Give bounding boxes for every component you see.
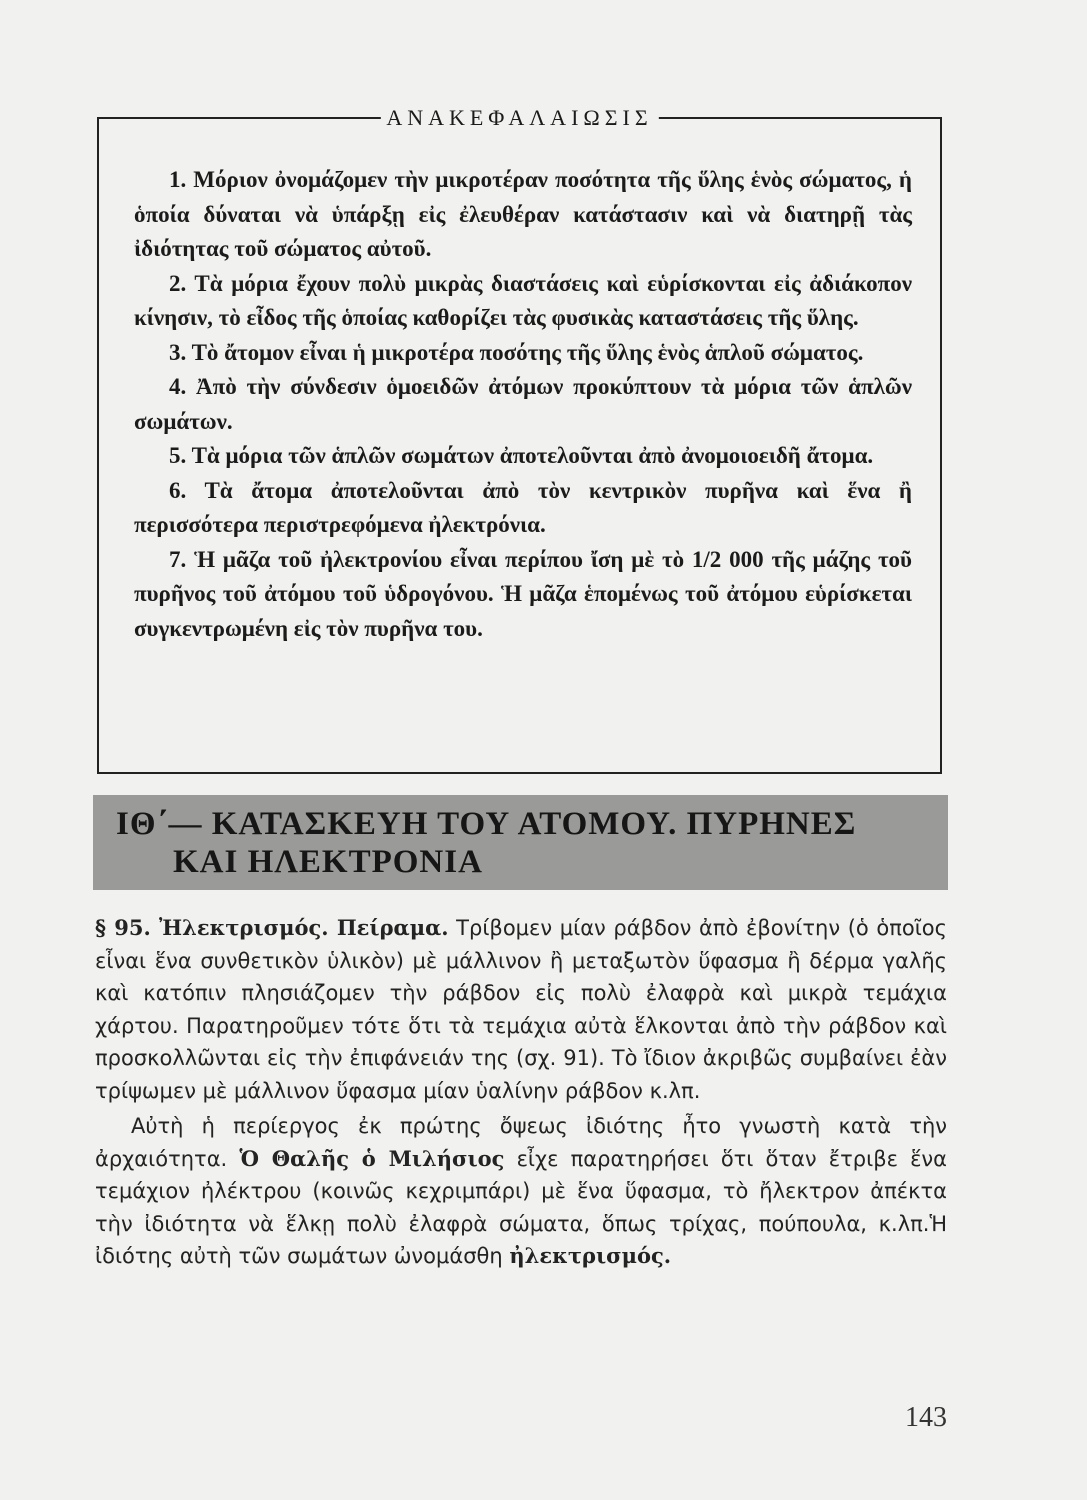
- summary-item: 7. Ἡ μᾶζα τοῦ ἠλεκτρονίου εἶναι περίπου ἴση μὲ τὸ 1/2 000 τῆς μάζης τοῦ πυρῆνος τοῦ ἀτόμου τοῦ ὑδρογόνου. Ἡ μᾶζα ἑπομένως τοῦ ἀτόμου εὑρίσκεται συγκεντρωμένη εἰς τὸν πυρῆνα του.: [134, 546, 912, 641]
- paragraph-text: Αὐτὴ ἡ περίεργος ἐκ πρώτης ὄψεως ἰδιότης ἦτο γνωστὴ κατὰ τὴν ἀρχαιότητα.: [95, 1114, 947, 1171]
- paragraph-text: Τρίβομεν μίαν ράβδον ἀπὸ ἐβονίτην (ὁ ὁποῖος εἶναι ἕνα συνθετικὸν ὑλικὸν) μὲ μάλλινον ἢ μεταξωτὸν ὕφασμα ἢ δέρμα γαλῆς καὶ κατόπιν πλησιάζομεν τὴν ράβδον εἰς πολὺ ἐλαφρὰ καὶ μικρὰ τεμάχια χάρτου. Παρατηροῦμεν τότε ὅτι τὰ τεμάχια αὐτὰ ἕλκονται ἀπὸ τὴν ράβδον καὶ προσκολλῶνται εἰς τὴν ἐπιφάνειάν της (σχ. 91). Τὸ ἴδιον ἀκριβῶς συμβαίνει ἐὰν τρίψωμεν μὲ μάλλινον ὕφασμα μίαν ὑαλίνην ράβδον κ.λπ.: [95, 916, 947, 1103]
- summary-item: 6. Τὰ ἄτομα ἀποτελοῦνται ἀπὸ τὸν κεντρικὸν πυρῆνα καὶ ἕνα ἢ περισσότερα περιστρεφόμενα ἠλεκτρόνια.: [134, 477, 912, 537]
- summary-box: [97, 105, 942, 774]
- summary-item: 2. Τὰ μόρια ἔχουν πολὺ μικρὰς διαστάσεις καὶ εὑρίσκονται εἰς ἀδιάκοπον κίνησιν, τὸ εἶδος τῆς ὁποίας καθορίζει τὰς φυσικὰς καταστάσεις τῆς ὕλης.: [134, 270, 912, 330]
- section-paragraph-2: [95, 1110, 947, 1273]
- person-name: Ὁ Θαλῆς ὁ Μιλήσιος: [239, 1145, 505, 1171]
- paragraph-text: εἶχε παρατηρήσει ὅτι ὅταν ἔτριβε ἕνα τεμάχιον ἠλέκτρου (κοινῶς κεχριμπάρι) μὲ ἕνα ὕφασμα, τὸ ἤλεκτρον ἀπέκτα τὴν ἰδιότητα νὰ ἕλκῃ πολὺ ἐλαφρὰ σώματα, ὅπως τρίχας, πούπουλα, κ.λπ.Ἡ ἰδιότης αὐτὴ τῶν σωμάτων ὠνομάσθη: [95, 1146, 948, 1268]
- page-number: 143: [905, 1402, 947, 1433]
- section-paragraph-1: [95, 912, 947, 1107]
- chapter-title-line-2: ΚΑΙ ΗΛΕΚΤΡΟΝΙΑ: [173, 844, 483, 880]
- section-heading: § 95. Ἠλεκτρισμός. Πείραμα.: [95, 915, 449, 940]
- section-body: [95, 912, 947, 1276]
- chapter-title-line-1: ΙΘ΄— ΚΑΤΑΣΚΕΥΗ ΤΟΥ ΑΤΟΜΟΥ. ΠΥΡΗΝΕΣ: [116, 806, 857, 842]
- summary-list: [134, 163, 912, 646]
- summary-item: 1. Μόριον ὀνομάζομεν τὴν μικροτέραν ποσότητα τῆς ὕλης ἑνὸς σώματος, ἡ ὁποία δύναται νὰ ὑπάρξῃ εἰς ἐλευθέραν κατάστασιν καὶ νὰ διατηρῇ τὰς ἰδιότητας τοῦ σώματος αὐτοῦ.: [134, 167, 912, 261]
- summary-item: 3. Τὸ ἄτομον εἶναι ἡ μικροτέρα ποσότης τῆς ὕλης ἑνὸς ἁπλοῦ σώματος.: [169, 339, 864, 365]
- summary-title: ΑΝΑΚΕΦΑΛΑΙΩΣΙΣ: [380, 104, 658, 132]
- summary-item: 4. Ἀπὸ τὴν σύνδεσιν ὁμοειδῶν ἀτόμων προκύπτουν τὰ μόρια τῶν ἁπλῶν σωμάτων.: [134, 374, 912, 434]
- chapter-heading: [93, 795, 948, 890]
- key-term: ἠλεκτρισμός.: [509, 1243, 672, 1268]
- summary-item: 5. Τὰ μόρια τῶν ἁπλῶν σωμάτων ἀποτελοῦνται ἀπὸ ἀνομοιοειδῆ ἄτομα.: [169, 443, 874, 468]
